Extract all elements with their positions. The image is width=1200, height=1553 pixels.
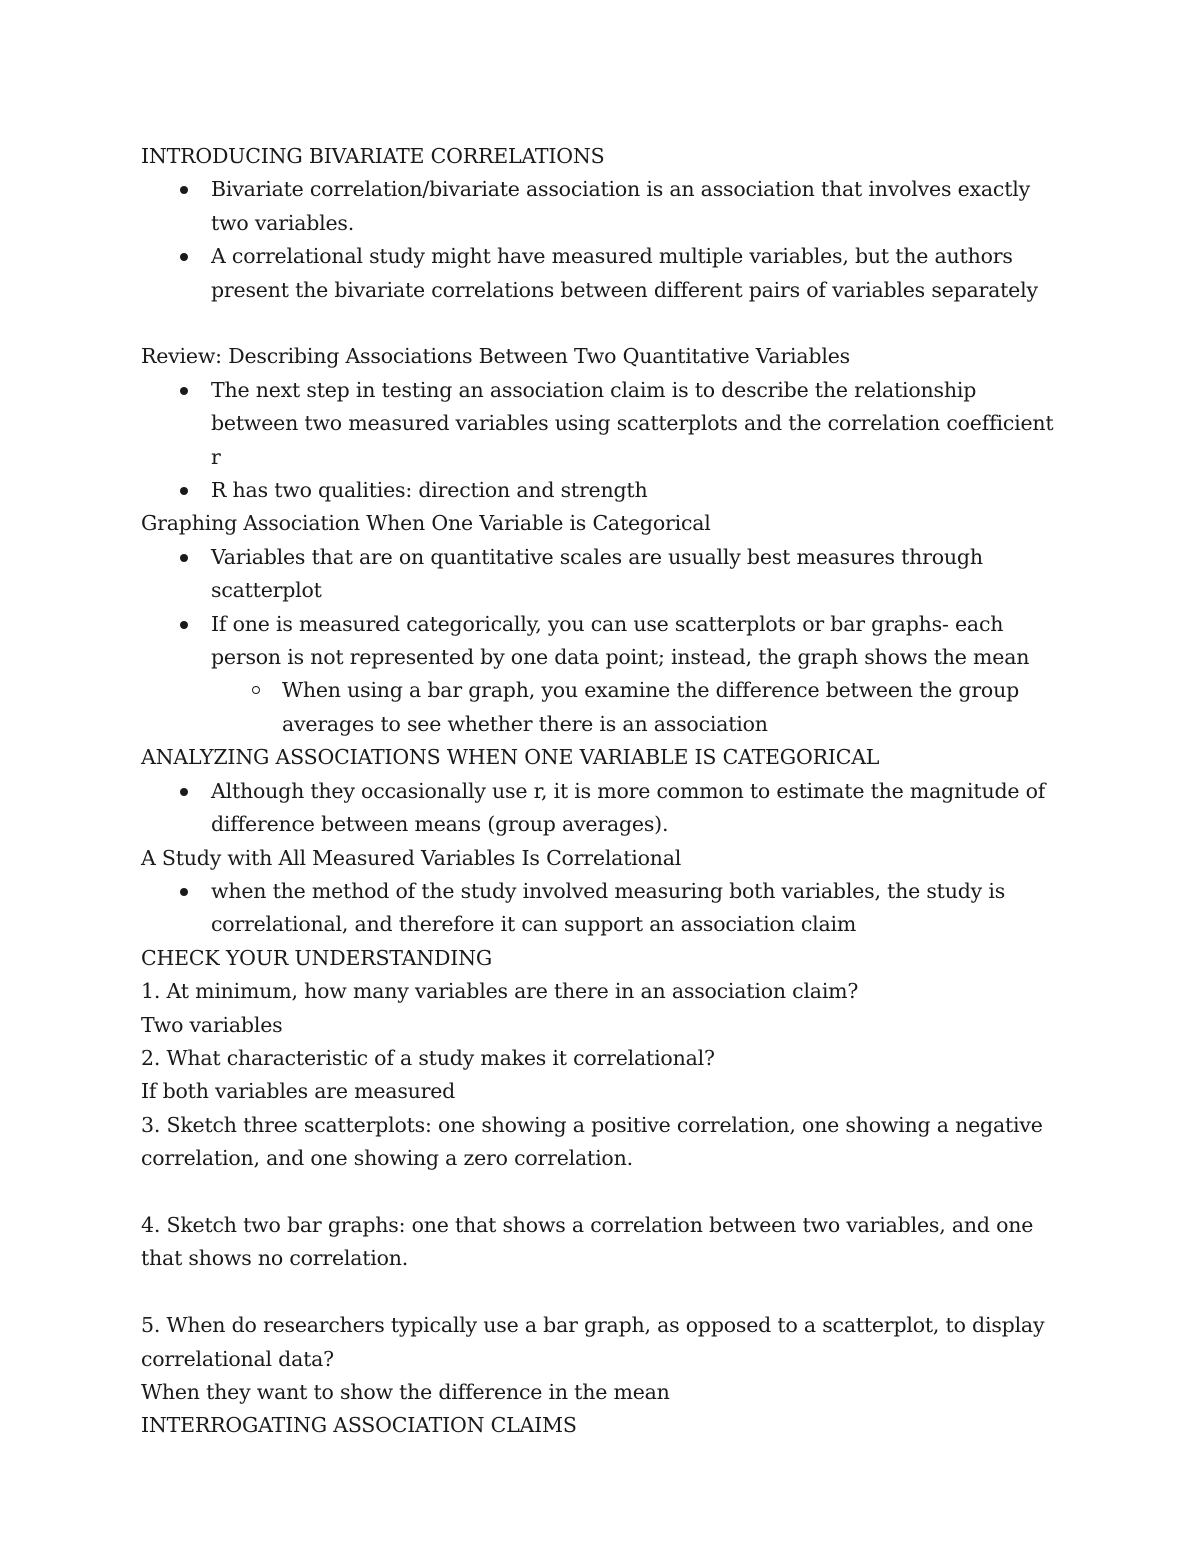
bullet-icon	[180, 387, 188, 395]
list-item-text: A correlational study might have measured multiple variables, but the authors present the bivariate correlations between different pairs of variables separately	[211, 244, 1038, 302]
list-item	[141, 608, 1061, 675]
list-item	[141, 173, 1061, 240]
list-item	[141, 474, 1061, 507]
answer-5: When they want to show the difference in the mean	[141, 1379, 670, 1404]
list-item-text: when the method of the study involved measuring both variables, the study is correlational, and therefore it can support an association claim	[211, 878, 1006, 937]
blank-line	[141, 307, 1061, 340]
section-heading: Graphing Association When One Variable is Categorical	[141, 511, 711, 536]
bullet-icon	[180, 888, 188, 896]
bullet-list	[141, 541, 1061, 741]
question-5: 5. When do researchers typically use a bar graph, as opposed to a scatterplot, to display correlational data?	[141, 1313, 1045, 1371]
question-2: 2. What characteristic of a study makes it correlational?	[141, 1045, 715, 1070]
section-heading: INTERROGATING ASSOCIATION CLAIMS	[141, 1413, 577, 1438]
blank-line	[141, 1276, 1061, 1309]
answer-1: Two variables	[141, 1012, 283, 1037]
list-item	[141, 541, 1061, 608]
section-heading: INTRODUCING BIVARIATE CORRELATIONS	[141, 144, 605, 168]
list-item-text: Bivariate correlation/bivariate association is an association that involves exactly two variables.	[211, 177, 1030, 235]
list-item	[141, 875, 1061, 942]
hollow-bullet-icon	[252, 686, 260, 694]
bullet-list	[141, 173, 1061, 307]
bullet-icon	[180, 554, 188, 562]
question-4: 4. Sketch two bar graphs: one that shows a correlation between two variables, and one that shows no correlation.	[141, 1212, 1034, 1271]
section-heading: CHECK YOUR UNDERSTANDING	[141, 945, 493, 970]
list-item-text: The next step in testing an association claim is to describe the relationship between two measured variables using scatterplots and the correlation coefficient r	[211, 377, 1054, 469]
list-item-text: R has two qualities: direction and strength	[211, 478, 648, 503]
bullet-list	[141, 775, 1061, 842]
bullet-list	[141, 875, 1061, 942]
section-heading: ANALYZING ASSOCIATIONS WHEN ONE VARIABLE IS CATEGORICAL	[141, 745, 880, 770]
bullet-icon	[180, 621, 188, 629]
list-item	[141, 775, 1061, 842]
blank-line	[141, 1176, 1061, 1209]
list-item	[141, 374, 1061, 474]
list-item-text: If one is measured categorically, you can use scatterplots or bar graphs- each person is not represented by one data point; instead, the graph shows the mean	[211, 611, 1030, 670]
document-page	[141, 140, 1061, 1443]
list-item	[141, 240, 1061, 307]
answer-2: If both variables are measured	[141, 1079, 456, 1104]
list-item-text: Variables that are on quantitative scales are usually best measures through scatterplot	[211, 544, 983, 603]
question-3: 3. Sketch three scatterplots: one showing a positive correlation, one showing a negative correlation, and one showing a zero correlation.	[141, 1112, 1043, 1171]
bullet-icon	[180, 186, 188, 194]
question-1: 1. At minimum, how many variables are there in an association claim?	[141, 979, 859, 1004]
bullet-list	[141, 374, 1061, 508]
bullet-icon	[180, 253, 188, 261]
list-item-text: When using a bar graph, you examine the difference between the group averages to see whether there is an association	[282, 678, 1019, 736]
bullet-icon	[180, 788, 188, 796]
section-heading: A Study with All Measured Variables Is Correlational	[141, 845, 682, 870]
list-item-text: Although they occasionally use r, it is more common to estimate the magnitude of difference between means (group averages).	[211, 778, 1046, 837]
bullet-icon	[180, 487, 188, 495]
section-heading: Review: Describing Associations Between Two Quantitative Variables	[141, 344, 850, 369]
sub-list-item	[141, 674, 1061, 741]
